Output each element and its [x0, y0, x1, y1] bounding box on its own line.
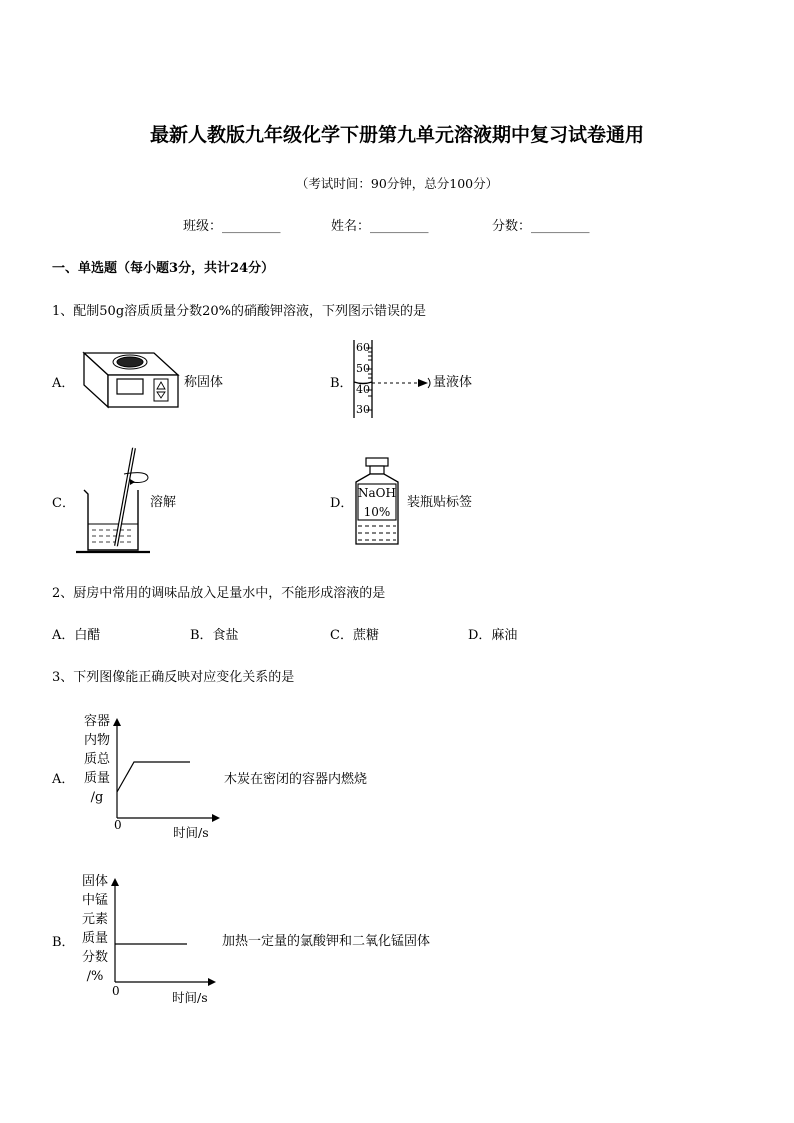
q3-a-ylabel-line: 质总: [83, 752, 110, 767]
q3-b-ylabel-line: 质量: [81, 931, 108, 946]
graduated-cylinder-illustration: [350, 338, 440, 420]
name-field[interactable]: 姓名：_________: [331, 219, 429, 234]
q3-b-ylabel-line: 分数: [81, 950, 108, 965]
q3-b-xlabel: 时间/s: [172, 990, 208, 1005]
bottle-label-solute: NaOH: [358, 486, 396, 500]
q2-option-a[interactable]: A．白醋: [52, 628, 101, 643]
q3-b-ylabel-line: /%: [86, 969, 104, 984]
q3-a-ylabel-line: /g: [90, 790, 104, 805]
q2-option-d[interactable]: D．麻油: [468, 628, 518, 643]
q3-b-ylabel-line: 元素: [81, 912, 108, 927]
q3-b-graph: [110, 876, 222, 986]
q3-a-ylabel: [78, 712, 116, 807]
q1-option-a-label: 称固体: [184, 375, 224, 390]
q1-option-b-label: 量液体: [433, 375, 473, 390]
bottle-label-concentration: 10%: [363, 505, 391, 519]
q1-option-a-letter[interactable]: A．: [52, 376, 75, 391]
cylinder-tick-50: 50: [356, 362, 370, 375]
cylinder-tick-30: 30: [356, 403, 370, 416]
score-field[interactable]: 分数：_________: [492, 219, 590, 234]
q1-option-d-letter[interactable]: D．: [330, 496, 354, 511]
question-1-stem: 1、配制50g溶质质量分数20%的硝酸钾溶液，下列图示错误的是: [52, 304, 427, 319]
cylinder-tick-60: 60: [356, 341, 370, 354]
question-3-stem: 3、下列图像能正确反映对应变化关系的是: [52, 670, 295, 685]
q2-option-b[interactable]: B．食盐: [190, 628, 239, 643]
q2-option-c[interactable]: C．蔗糖: [330, 628, 379, 643]
reagent-bottle-illustration: [352, 456, 402, 548]
q3-option-b-desc: 加热一定量的氯酸钾和二氧化锰固体: [222, 934, 431, 949]
q3-a-ylabel-line: 容器: [83, 714, 110, 729]
q3-a-xlabel: 时间/s: [173, 825, 209, 840]
q3-b-ylabel-line: 固体: [81, 874, 108, 889]
q3-a-origin: 0: [114, 818, 122, 832]
q1-option-c-letter[interactable]: C．: [52, 496, 75, 511]
q3-a-ylabel-line: 内物: [83, 733, 110, 748]
q1-option-d-label: 装瓶贴标签: [407, 495, 473, 510]
cylinder-tick-40: 40: [356, 383, 370, 396]
q3-a-curve: [117, 762, 190, 792]
q3-b-origin: 0: [112, 984, 120, 998]
q3-b-ylabel: [76, 872, 114, 986]
q3-option-a-desc: 木炭在密闭的容器内燃烧: [224, 772, 368, 787]
question-2-stem: 2、厨房中常用的调味品放入足量水中，不能形成溶液的是: [52, 586, 386, 601]
q3-a-graph: [112, 716, 224, 822]
q1-option-b-letter[interactable]: B．: [330, 376, 353, 391]
q3-option-a-letter[interactable]: A．: [52, 772, 75, 787]
section-heading: 一、单选题（每小题3分，共计24分）: [52, 261, 275, 276]
q3-option-b-letter[interactable]: B．: [52, 935, 75, 950]
balance-illustration: [70, 345, 186, 415]
page-title: 最新人教版九年级化学下册第九单元溶液期中复习试卷通用: [149, 124, 644, 146]
beaker-stirring-illustration: [74, 444, 154, 556]
exam-subtitle: （考试时间：90分钟，总分100分）: [295, 176, 499, 191]
q3-b-ylabel-line: 中锰: [81, 893, 108, 908]
class-field[interactable]: 班级：_________: [183, 219, 281, 234]
q3-a-ylabel-line: 质量: [83, 771, 110, 786]
q1-option-c-label: 溶解: [150, 495, 177, 510]
